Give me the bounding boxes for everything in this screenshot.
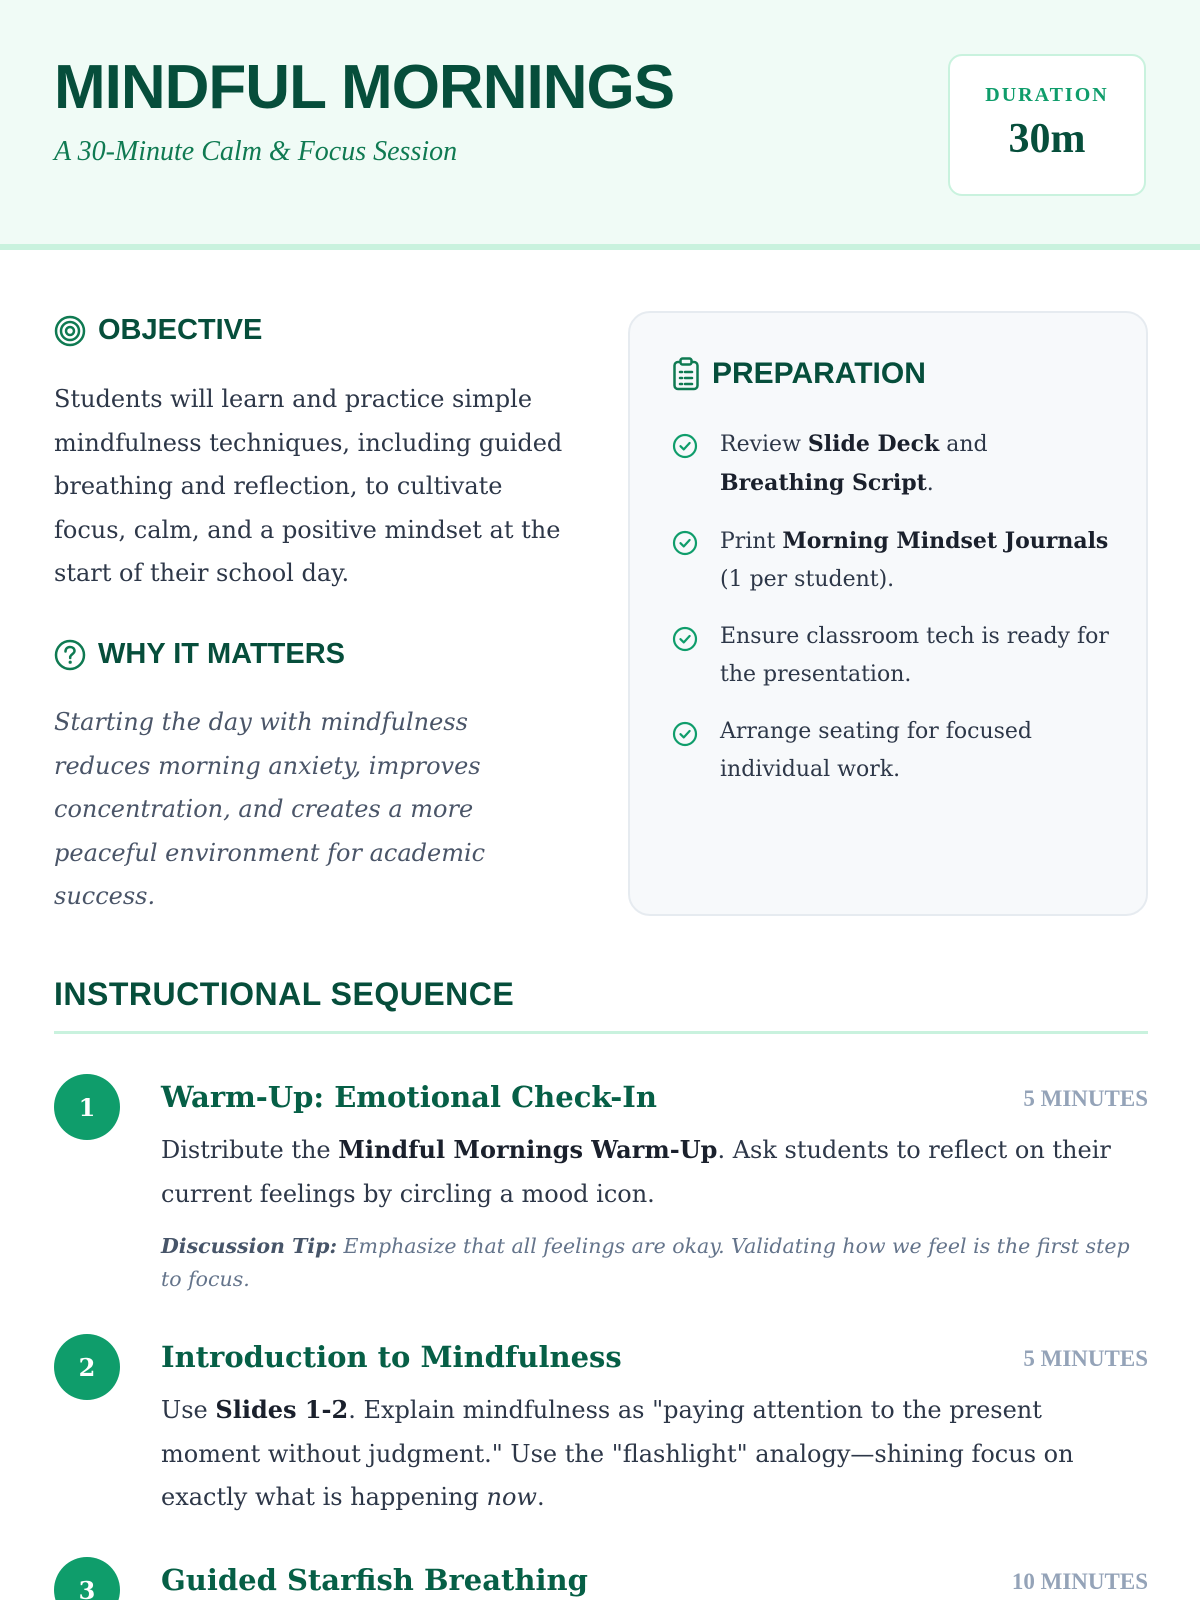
clipboard-icon xyxy=(672,357,700,391)
why-it-matters-text: Starting the day with mindfulness reduces morning anxiety, improves concentration, and creates a more peaceful environment for academic success. xyxy=(54,708,486,910)
header-banner xyxy=(0,0,1200,250)
step-number-badge: 2 xyxy=(54,1334,120,1400)
check-circle-icon xyxy=(672,433,698,459)
preparation-item-text: Print Morning Mindset Journals (1 per student). xyxy=(720,528,1109,592)
step-number-badge: 3 xyxy=(54,1557,120,1600)
page-subtitle: A 30-Minute Calm & Focus Session xyxy=(54,136,458,167)
step-duration: 5 MINUTES xyxy=(1023,1346,1148,1371)
preparation-heading-label: PREPARATION xyxy=(712,357,926,390)
step-title: Warm-Up: Emotional Check-In xyxy=(161,1080,657,1114)
duration-label: DURATION xyxy=(985,84,1109,106)
why-it-matters-heading xyxy=(54,638,345,671)
preparation-item-text: Ensure classroom tech is ready for the presentation. xyxy=(720,624,1109,687)
preparation-item xyxy=(672,522,1112,599)
preparation-heading xyxy=(672,357,926,391)
step-title: Introduction to Mindfulness xyxy=(161,1340,622,1374)
step-discussion-tip: Discussion Tip: Emphasize that all feelings are okay. Validating how we feel is the first step to focus. xyxy=(161,1234,1130,1291)
check-circle-icon xyxy=(672,530,698,556)
objective-heading-label: OBJECTIVE xyxy=(98,314,263,346)
check-circle-icon xyxy=(672,721,698,747)
question-circle-icon xyxy=(54,639,86,671)
preparation-item xyxy=(672,713,1112,789)
page-title: MINDFUL MORNINGS xyxy=(54,53,675,122)
sequence-heading: INSTRUCTIONAL SEQUENCE xyxy=(54,976,515,1012)
step-title: Guided Starfish Breathing xyxy=(161,1563,588,1597)
preparation-item xyxy=(672,425,1112,503)
step-description: Distribute the Mindful Mornings Warm-Up. Ask students to reflect on their current feelings by circling a mood icon. xyxy=(161,1135,1111,1208)
step-duration: 5 MINUTES xyxy=(1023,1086,1148,1111)
why-it-matters-heading-label: WHY IT MATTERS xyxy=(98,638,346,670)
duration-card xyxy=(948,54,1146,196)
check-circle-icon xyxy=(672,626,698,652)
sequence-divider xyxy=(54,1031,1148,1034)
preparation-item xyxy=(672,618,1112,694)
duration-value: 30m xyxy=(1008,116,1086,162)
step-duration: 10 MINUTES xyxy=(1011,1569,1148,1594)
target-icon xyxy=(54,315,86,347)
objective-heading xyxy=(54,314,262,347)
objective-text: Students will learn and practice simple mindfulness techniques, including guided breathing and reflection, to cultivate focus, calm, and a positive mindset at the start of their school day. xyxy=(54,385,563,587)
preparation-card xyxy=(628,311,1148,916)
preparation-item-text: Review Slide Deck and Breathing Script. xyxy=(720,431,988,496)
preparation-list xyxy=(672,425,1112,808)
step-number-badge: 1 xyxy=(54,1074,120,1140)
preparation-item-text: Arrange seating for focused individual work. xyxy=(720,719,1033,782)
step-description: Use Slides 1-2. Explain mindfulness as "paying attention to the present moment without judgment." Use the "flashlight" analogy—shining focus on exactly what is happening now. xyxy=(161,1395,1074,1511)
